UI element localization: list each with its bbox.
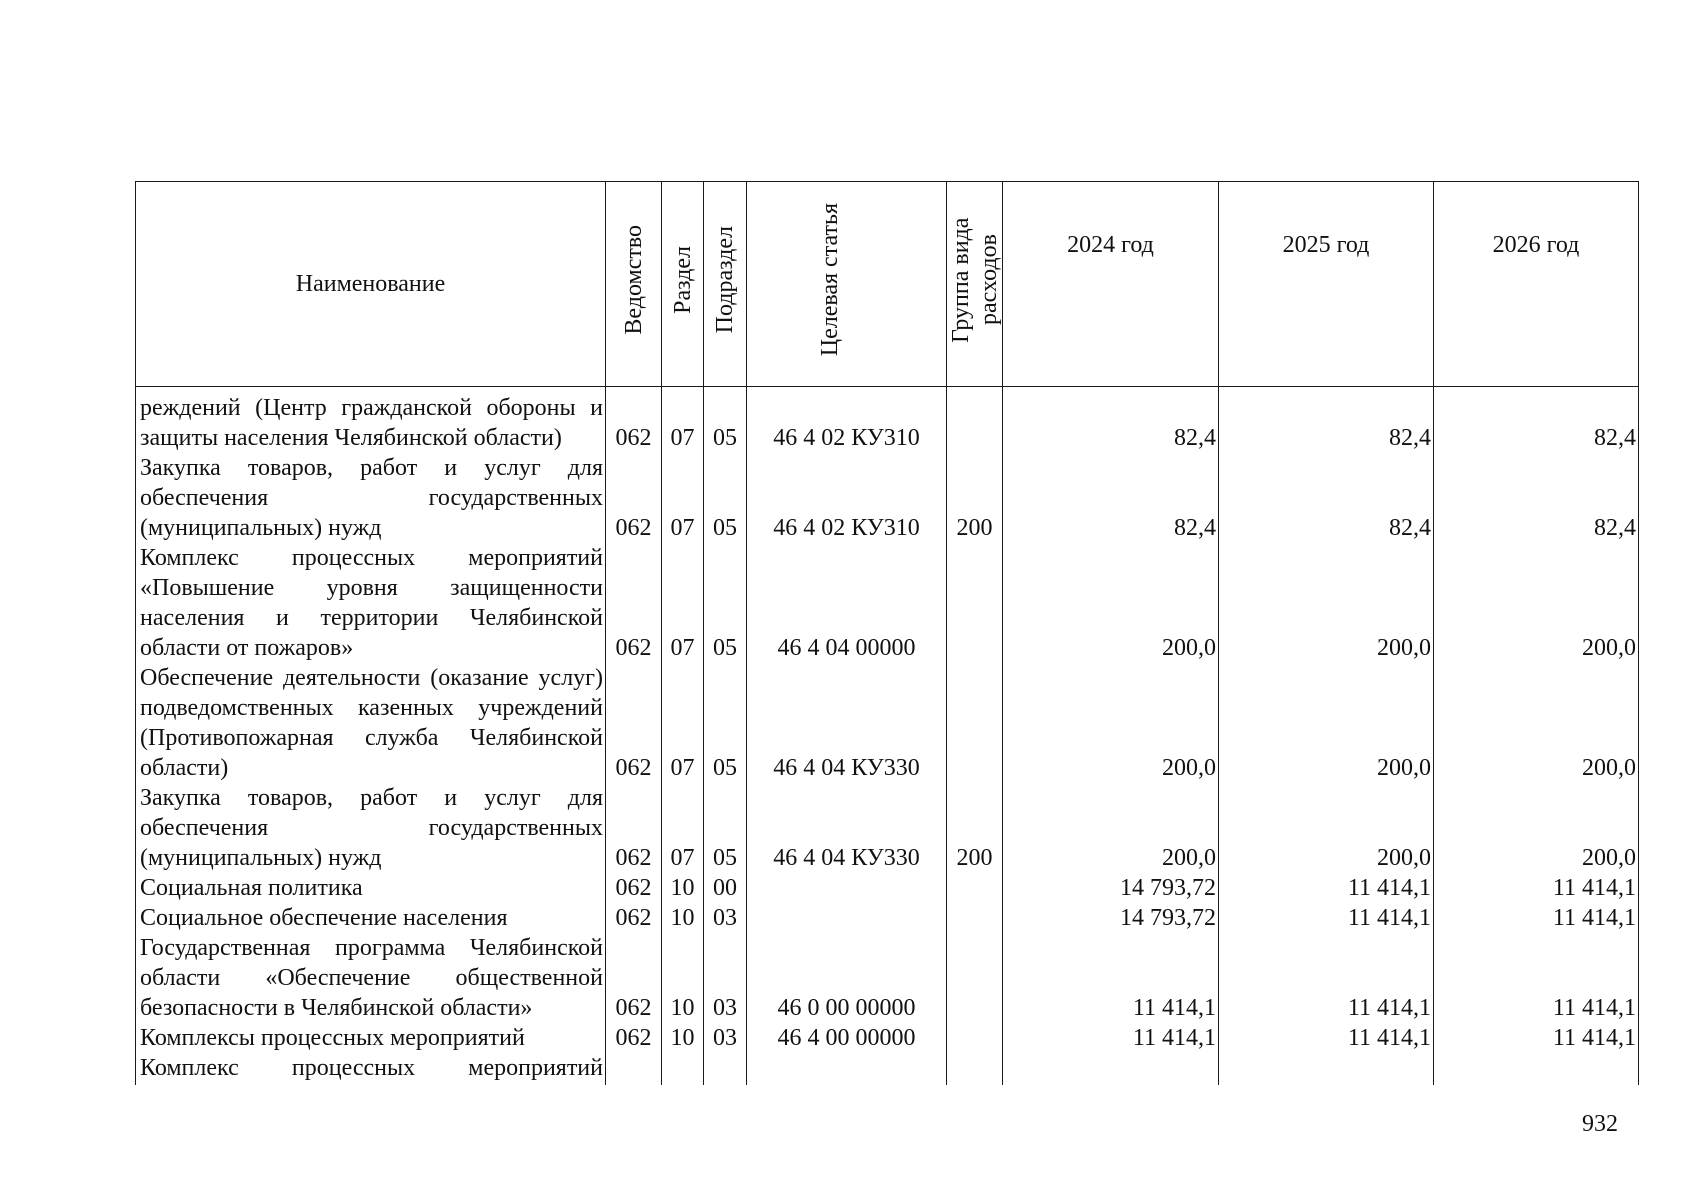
row-target-article [747,873,947,903]
header-expense-group-label: Группа вида расходов [948,217,1002,343]
row-value-2024: 14 793,72 [1003,903,1219,933]
row-target-article: 46 4 02 КУ310 [747,387,947,454]
row-subsection: 00 [704,873,747,903]
header-subsection-label: Подраздел [712,226,738,334]
row-name: Социальное обеспечение населения [136,903,606,933]
table-row [136,543,1639,663]
row-target-article: 46 4 02 КУ310 [747,453,947,543]
row-department: 062 [606,453,662,543]
budget-table [135,181,1639,1085]
row-name: Комплекс процессных мероприятий «Повышение уровня защищенности населения и территории Челябинской области от пожаров» [136,543,606,663]
row-value-2024: 200,0 [1003,783,1219,873]
table-row [136,783,1639,873]
row-section: 07 [662,663,704,783]
row-department [606,1053,662,1085]
row-value-2025: 11 414,1 [1219,873,1434,903]
row-department: 062 [606,903,662,933]
row-value-2026 [1434,1053,1639,1085]
row-subsection: 05 [704,783,747,873]
table-row [136,903,1639,933]
row-expense-group [947,873,1003,903]
row-department: 062 [606,543,662,663]
row-name: Комплексы процессных мероприятий [136,1023,606,1053]
row-value-2025: 200,0 [1219,663,1434,783]
row-section: 10 [662,1023,704,1053]
row-section: 10 [662,873,704,903]
row-target-article: 46 0 00 00000 [747,933,947,1023]
row-name: Обеспечение деятельности (оказание услуг) подведомственных казенных учреждений (Противопожарная служба Челябинской области) [136,663,606,783]
row-target-article: 46 4 04 КУ330 [747,663,947,783]
row-value-2026: 82,4 [1434,387,1639,454]
table-row [136,873,1639,903]
row-value-2025: 11 414,1 [1219,1023,1434,1053]
table-row [136,1023,1639,1053]
row-department: 062 [606,933,662,1023]
row-value-2026: 11 414,1 [1434,1023,1639,1053]
row-expense-group [947,663,1003,783]
row-name: Государственная программа Челябинской области «Обеспечение общественной безопасности в Челябинской области» [136,933,606,1023]
row-value-2025: 82,4 [1219,387,1434,454]
table-row [136,933,1639,1023]
row-name: Закупка товаров, работ и услуг для обеспечения государственных (муниципальных) нужд [136,783,606,873]
row-expense-group [947,903,1003,933]
row-value-2024: 200,0 [1003,663,1219,783]
row-section: 07 [662,543,704,663]
row-expense-group: 200 [947,783,1003,873]
row-expense-group [947,1023,1003,1053]
row-subsection: 05 [704,453,747,543]
row-value-2026: 200,0 [1434,663,1639,783]
row-section: 07 [662,783,704,873]
table-row [136,453,1639,543]
row-value-2024: 14 793,72 [1003,873,1219,903]
header-department [606,182,662,387]
row-expense-group: 200 [947,453,1003,543]
header-section [662,182,704,387]
page-number: 932 [1582,1111,1618,1137]
row-value-2025: 82,4 [1219,453,1434,543]
row-name: Комплекс процессных мероприятий [136,1053,606,1085]
row-department: 062 [606,387,662,454]
row-subsection [704,1053,747,1085]
row-name: реждений (Центр гражданской обороны и защиты населения Челябинской области) [136,387,606,454]
table-body [136,387,1639,1086]
row-subsection: 03 [704,903,747,933]
row-subsection: 05 [704,543,747,663]
row-target-article [747,903,947,933]
header-name: Наименование [136,182,606,387]
row-value-2026: 11 414,1 [1434,933,1639,1023]
row-value-2026: 200,0 [1434,783,1639,873]
header-year-2025: 2025 год [1219,182,1434,387]
table-row [136,387,1639,454]
row-target-article [747,1053,947,1085]
table-header [136,182,1639,387]
row-value-2026: 11 414,1 [1434,903,1639,933]
row-subsection: 03 [704,1023,747,1053]
header-department-label: Ведомство [620,225,647,335]
row-expense-group [947,543,1003,663]
row-value-2025 [1219,1053,1434,1085]
header-year-2024: 2024 год [1003,182,1219,387]
row-subsection: 05 [704,387,747,454]
row-section: 07 [662,453,704,543]
row-value-2025: 200,0 [1219,783,1434,873]
row-section [662,1053,704,1085]
row-expense-group [947,1053,1003,1085]
row-value-2025: 11 414,1 [1219,903,1434,933]
row-target-article: 46 4 04 00000 [747,543,947,663]
row-value-2024: 82,4 [1003,387,1219,454]
row-value-2026: 82,4 [1434,453,1639,543]
header-target-article-label: Целевая статья [816,203,843,357]
row-department: 062 [606,663,662,783]
row-department: 062 [606,1023,662,1053]
row-name: Закупка товаров, работ и услуг для обеспечения государственных (муниципальных) нужд [136,453,606,543]
header-year-2026: 2026 год [1434,182,1639,387]
row-target-article: 46 4 04 КУ330 [747,783,947,873]
row-value-2025: 200,0 [1219,543,1434,663]
row-value-2026: 200,0 [1434,543,1639,663]
row-value-2024: 11 414,1 [1003,1023,1219,1053]
row-value-2024: 200,0 [1003,543,1219,663]
table-row [136,663,1639,783]
row-name: Социальная политика [136,873,606,903]
row-value-2026: 11 414,1 [1434,873,1639,903]
row-subsection: 03 [704,933,747,1023]
row-department: 062 [606,783,662,873]
row-department: 062 [606,873,662,903]
row-value-2025: 11 414,1 [1219,933,1434,1023]
row-section: 10 [662,903,704,933]
row-value-2024 [1003,1053,1219,1085]
row-subsection: 05 [704,663,747,783]
row-target-article: 46 4 00 00000 [747,1023,947,1053]
header-expense-group [947,182,1003,387]
header-section-label: Раздел [669,246,696,314]
header-target-article [747,182,947,387]
header-subsection [704,182,747,387]
row-expense-group [947,933,1003,1023]
row-value-2024: 82,4 [1003,453,1219,543]
table-row [136,1053,1639,1085]
row-section: 10 [662,933,704,1023]
row-section: 07 [662,387,704,454]
row-expense-group [947,387,1003,454]
row-value-2024: 11 414,1 [1003,933,1219,1023]
